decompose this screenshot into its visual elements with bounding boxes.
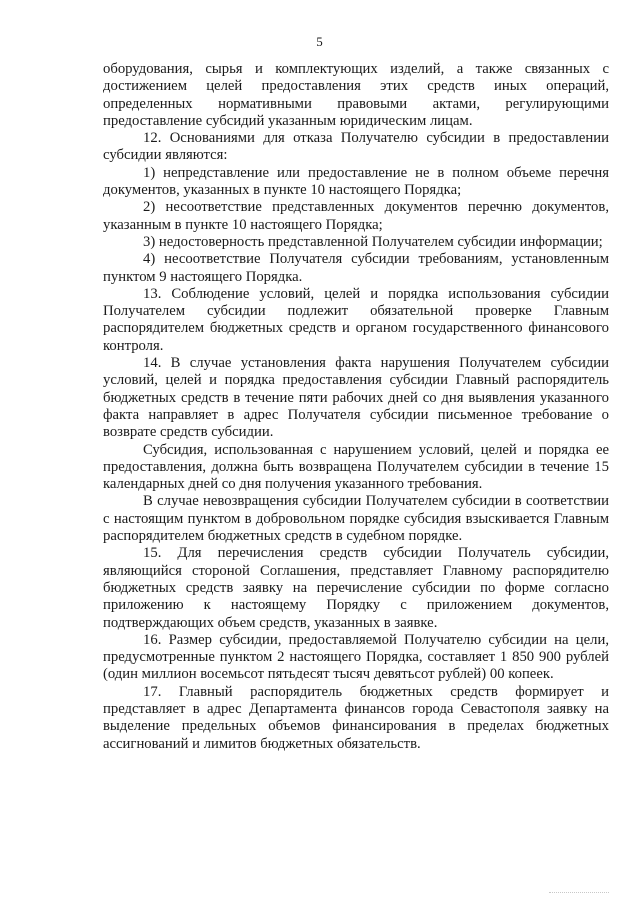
paragraph-12-item-4: 4) несоответствие Получателя субсидии требованиям, установленным пунктом 9 настоящего Порядка. [103, 251, 609, 285]
paragraph-12-item-3: 3) недостоверность представленной Получателем субсидии информации; [143, 233, 603, 250]
paragraph-12: 12. Основаниями для отказа Получателю субсидии в предоставлении субсидии являются: [103, 130, 609, 164]
paragraph-15: 15. Для перечисления средств субсидии Получатель субсидии, являющийся стороной Соглашения, представляет Главному распорядителю бюджетных средств заявку на перечисление субсидии по форме согласно приложению к настоящему Порядку с приложением документов, подтверждающих объем средств, указанных в заявке. [103, 545, 609, 631]
paragraph-continuation: оборудования, сырья и комплектующих изделий, а также связанных с достижением целей предоставления этих средств иных операций, определенных нормативными правовыми актами, регулирующими предоставление субсидий указанным юридическим лицам. [103, 61, 609, 129]
paragraph-16: 16. Размер субсидии, предоставляемой Получателю субсидии на цели, предусмотренные пунктом 2 настоящего Порядка, составляет 1 850 900 рублей (один миллион восемьсот пятьдесят тысяч девятьсот рублей) 00 копеек. [103, 631, 609, 683]
paragraph-14-court: В случае невозвращения субсидии Получателем субсидии в соответствии с настоящим пунктом в добровольном порядке субсидия взыскивается Главным распорядителем бюджетных средств в судебном порядке. [103, 493, 609, 545]
footer-scan-mark [549, 892, 609, 896]
paragraph-13: 13. Соблюдение условий, целей и порядка использования субсидии Получателем субсидии подлежит обязательной проверке Главным распорядителем бюджетных средств и органом государственного финансового контроля. [103, 285, 609, 354]
paragraph-17: 17. Главный распорядитель бюджетных средств формирует и представляет в адрес Департамента финансов города Севастополя заявку на выделение предельных объемов финансирования в пределах бюджетных ассигнований и лимитов бюджетных обязательств. [103, 683, 609, 752]
paragraph-12-item-2: 2) несоответствие представленных документов перечню документов, указанным в пункте 10 настоящего Порядка; [103, 199, 609, 233]
paragraph-12-item-1: 1) непредставление или предоставление не в полном объеме перечня документов, указанных в пункте 10 настоящего Порядка; [103, 164, 609, 199]
paragraph-14-return: Субсидия, использованная с нарушением условий, целей и порядка ее предоставления, должна быть возвращена Получателем субсидии в течение 15 календарных дней со дня получения указанного требования. [103, 441, 609, 493]
page-number: 5 [316, 34, 323, 49]
document-body [103, 61, 609, 753]
paragraph-14: 14. В случае установления факта нарушения Получателем субсидии условий, целей и порядка предоставления субсидии Главный распорядитель бюджетных средств в течение пяти рабочих дней со дня выявления указанного факта направляет в адрес Получателя субсидии письменное требование о возврате средств субсидии. [103, 355, 609, 441]
